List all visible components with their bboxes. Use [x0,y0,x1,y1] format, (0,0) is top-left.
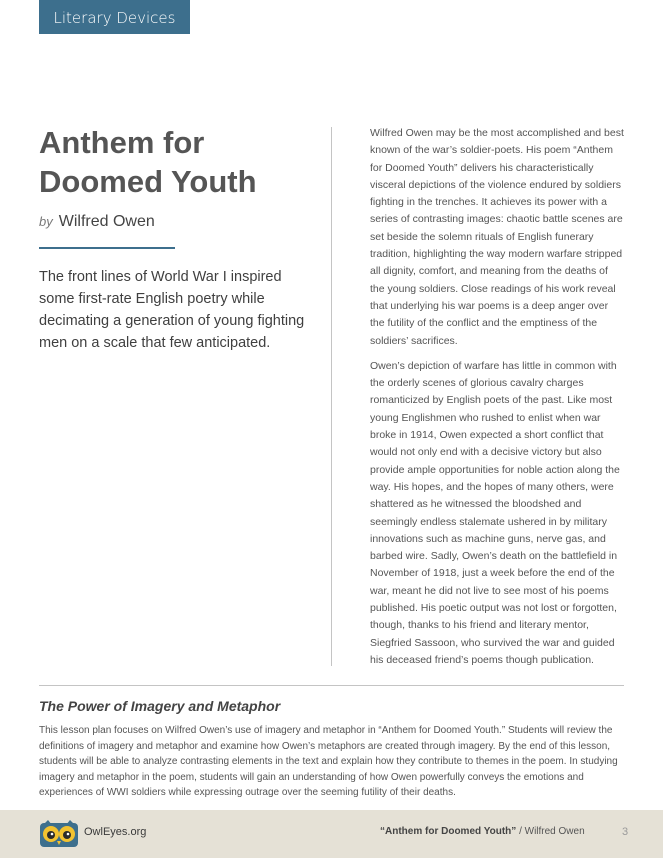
byline [39,213,155,231]
author-name: Wilfred Owen [58,213,155,230]
body-paragraph: Wilfred Owen may be the most accomplished and best known of the war’s soldier-poets. His poem “Anthem for Doomed Youth” delivers his characteristically visceral depictions of the violence endured by soldiers fighting in the trenches. It achieves its power with a series of contrasting images: chaotic battle scenes are set beside the solemn rituals of English funerary tradition, highlighting the way modern warfare stripped all dignity, comfort, and meaning from the deaths of the young soldiers. Close readings of his work reveal that underlying his war poems is a deep anger over the futility of the conflict and the emptiness of the soldiers’ sacrifices. [370,127,624,347]
byline-prefix: by [39,214,53,229]
article-body [370,125,625,677]
title-divider [39,247,175,249]
page-number: 3 [622,826,629,838]
section-body: This lesson plan focuses on Wilfred Owen’s use of imagery and metaphor in “Anthem for Doomed Youth.” Students will review the definitions of imagery and metaphor and examine how Owen’s metaphors are created through imagery. By the end of this lesson, students will be able to analyze contrasting elements in the text and explain how they contribute to themes in the poem. In studying imagery and metaphor in the poem, students will gain an understanding of how Owen powerfully conveys the emotions and experiences of WWI soldiers while expressing outrage over the seeming futility of their deaths. [39,725,618,798]
footer-author: / Wilfred Owen [516,826,585,837]
footer-work-title: “Anthem for Doomed Youth” [380,826,517,837]
section-divider [39,685,624,686]
intro-text: The front lines of World War I inspired some first-rate English poetry while decimating a generation of young fighting men on a scale that few anticipated. [39,269,305,351]
body-paragraph: Owen’s depiction of warfare has little in common with the orderly scenes of glorious cavalry charges romanticized by English poets of the past. Like most young Englishmen who rushed to enlist when war broke in 1914, Owen expected a short conflict that would not only end with a decisive victory but also provide ample opportunities for noble action along the way. His hopes, and the hopes of many others, were shattered as he witnessed the bloodshed and seemingly endless stalemate ushered in by military innovations such as machine guns, nerve gas, and barbed wire. Sadly, Owen’s death on the battlefield in November of 1918, just a week before the end of the war, meant he did not live to see most of his poems published. His poetic output was not lost or forgotten, though, thanks to his friend and literary mentor, Siegfried Sassoon, who survived the war and guided his deceased friend’s poems though publication. [370,359,620,666]
category-tab: Literary Devices [39,0,190,34]
owl-icon [39,819,79,849]
brand-name: OwlEyes.org [84,826,147,838]
column-divider [331,127,332,666]
page-title: Anthem for Doomed Youth [39,125,257,199]
page-footer [0,810,663,858]
section-heading: The Power of Imagery and Metaphor [39,698,281,714]
footer-doc-title [380,826,585,837]
